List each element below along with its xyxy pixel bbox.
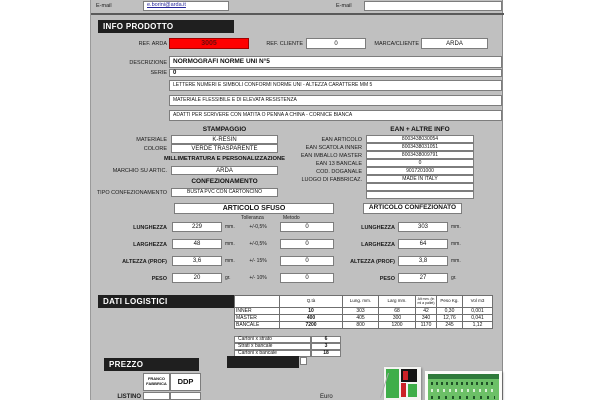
col-qta: Q.tà — [280, 296, 343, 308]
dati-logistici-header: DATI LOGISTICI — [98, 295, 234, 308]
ean-bancale-label: EAN 13 BANCALE — [315, 161, 362, 167]
ean-empty-field-1[interactable] — [366, 183, 474, 191]
stampaggio-title: STAMPAGGIO — [202, 126, 247, 133]
articolo-sfuso-title: ARTICOLO SFUSO — [174, 203, 334, 214]
sfuso-larghezza-tolleranza: +/-0,5% — [249, 241, 267, 247]
millimetratura-title: MILLIMETRATURA E PERSONALIZZAZIONE — [163, 156, 286, 162]
conf-larghezza-field[interactable]: 64 — [398, 239, 448, 249]
ean-title: EAN + ALTRE INFO — [390, 126, 450, 133]
ean-inner-field[interactable]: 8003438031051 — [366, 143, 474, 151]
serie-label: SERIE — [150, 70, 167, 76]
bancale-larg: 1200 — [379, 322, 416, 329]
ddp-cell[interactable]: DDP — [170, 373, 201, 391]
col-alt: Alt mm. (in ml a pallet) — [416, 296, 437, 308]
foto-header-cell[interactable] — [300, 357, 307, 365]
inner-lung: 303 — [343, 308, 379, 315]
master-lung: 405 — [343, 315, 379, 322]
ean-inner-label: EAN SCATOLA INNER — [305, 145, 362, 151]
conf-altezza-unit: mm. — [451, 258, 461, 264]
conf-larghezza-unit: mm. — [451, 241, 461, 247]
bancale-vol: 1,12 — [463, 322, 493, 329]
ref-cliente-label: REF. CLIENTE — [266, 41, 303, 47]
luogo-fabbricazione-label: LUOGO DI FABBRICAZ. — [301, 177, 362, 183]
inner-peso: 0,30 — [437, 308, 463, 315]
sfuso-altezza-unit: mm. — [225, 258, 235, 264]
note-row-1[interactable]: LETTERE NUMERI E SIMBOLI CONFORMI NORME UNI - ALTEZZA CARATTERE MM 5 — [169, 80, 502, 91]
email2-label: E-mail — [336, 3, 352, 9]
table-row-bancale — [235, 322, 493, 329]
note-row-2[interactable]: MATERIALE FLESSIBILE E DI ELEVATA RESISTENZA — [169, 95, 502, 106]
inner-larg: 68 — [379, 308, 416, 315]
bancale-qta: 7200 — [280, 322, 343, 329]
cartoni-strato-label: Cartoni x strato — [234, 336, 311, 343]
conf-lunghezza-unit: mm. — [451, 224, 461, 230]
col-vol: Vol m3 — [463, 296, 493, 308]
master-peso: 12,76 — [437, 315, 463, 322]
inner-qta: 10 — [280, 308, 343, 315]
sfuso-peso-label: PESO — [151, 276, 167, 282]
articolo-confezionato-title: ARTICOLO CONFEZIONATO — [363, 203, 462, 214]
inner-alt: 42 — [416, 308, 437, 315]
conf-peso-field[interactable]: 27 — [398, 273, 448, 283]
inner-name: INNER — [235, 308, 280, 315]
ean-master-field[interactable]: 8003438009791 — [366, 151, 474, 159]
packaging-green-strip — [408, 384, 417, 397]
cartoni-strato-value[interactable]: 6 — [311, 336, 341, 343]
conf-peso-unit: gr. — [451, 275, 457, 281]
ean-master-label: EAN IMBALLO MASTER — [300, 153, 362, 159]
stencil-body — [428, 374, 499, 400]
sfuso-altezza-metodo[interactable]: 0 — [280, 256, 334, 266]
marchio-label: MARCHIO SU ARTIC. — [112, 168, 167, 174]
conf-larghezza-label: LARGHEZZA — [361, 242, 395, 248]
col-larg: Larg mm. — [379, 296, 416, 308]
ean-bancale-field[interactable]: 0 — [366, 159, 474, 167]
master-larg: 300 — [379, 315, 416, 322]
stencil-character-row-1 — [431, 382, 495, 385]
sfuso-lunghezza-field[interactable]: 229 — [172, 222, 222, 232]
sfuso-larghezza-metodo[interactable]: 0 — [280, 239, 334, 249]
ean-articolo-label: EAN ARTICOLO — [321, 137, 362, 143]
ean-empty-field-2[interactable] — [366, 191, 474, 199]
strati-bancale-value[interactable]: 3 — [311, 343, 341, 350]
sfuso-altezza-tolleranza: +/- 15% — [249, 258, 267, 264]
inner-vol: 0,001 — [463, 308, 493, 315]
marchio-field[interactable]: ARDA — [171, 166, 278, 175]
serie-field[interactable]: 0 — [169, 69, 502, 77]
ref-arda-field[interactable]: 3005 — [169, 38, 249, 49]
conf-altezza-label: ALTEZZA (PROF) — [350, 259, 395, 265]
sfuso-lunghezza-metodo[interactable]: 0 — [280, 222, 334, 232]
stencil-top-edge — [428, 374, 499, 379]
ref-arda-label: REF. ARDA — [138, 41, 167, 47]
bancale-lung: 800 — [343, 322, 379, 329]
cartoni-bancale-label: Cartoni x bancale — [234, 350, 311, 357]
listino-field-1[interactable] — [143, 392, 170, 400]
marca-cliente-field[interactable]: ARDA — [421, 38, 488, 49]
sfuso-peso-field[interactable]: 20 — [172, 273, 222, 283]
sfuso-larghezza-unit: mm. — [225, 241, 235, 247]
cod-doganale-field[interactable]: 9017201000 — [366, 167, 474, 175]
master-name: MASTER — [235, 315, 280, 322]
colore-label: COLORE — [143, 146, 167, 152]
bancale-name: BANCALE — [235, 322, 280, 329]
col-empty — [235, 296, 280, 308]
logistics-grid[interactable] — [234, 295, 493, 329]
ref-cliente-field[interactable]: 0 — [306, 38, 366, 49]
col-lung: Lung. mm. — [343, 296, 379, 308]
email-value[interactable]: e.borini@arda.it — [147, 2, 186, 9]
logistics-table — [234, 295, 493, 329]
stencil-photo — [425, 371, 502, 400]
conf-lunghezza-field[interactable]: 303 — [398, 222, 448, 232]
sfuso-peso-unit: gr. — [225, 275, 231, 281]
confezionamento-title: CONFEZIONAMENTO — [191, 178, 258, 185]
cartoni-bancale-value[interactable]: 18 — [311, 350, 341, 357]
materiale-field[interactable]: K-RESIN — [171, 135, 278, 144]
stencil-character-row-2 — [431, 389, 495, 392]
col-peso: Peso Kg. — [437, 296, 463, 308]
section-divider — [91, 13, 504, 15]
product-sheet — [90, 0, 503, 400]
conf-altezza-field[interactable]: 3,8 — [398, 256, 448, 266]
sfuso-lunghezza-unit: mm. — [225, 224, 235, 230]
sfuso-peso-tolleranza: +/- 10% — [249, 275, 267, 281]
listino-field-2[interactable] — [170, 392, 201, 400]
cod-doganale-label: COD. DOGANALE — [316, 169, 362, 175]
luogo-fabbricazione-field[interactable]: MADE IN ITALY — [366, 175, 474, 183]
master-vol: 0,041 — [463, 315, 493, 322]
descrizione-label: DESCRIZIONE — [129, 60, 167, 66]
conf-peso-label: PESO — [379, 276, 395, 282]
euro-label: Euro — [320, 394, 333, 400]
sfuso-peso-metodo[interactable]: 0 — [280, 273, 334, 283]
strati-bancale-label: Strati x bancale — [234, 343, 311, 350]
listino-label: LISTINO — [117, 394, 141, 400]
email-label: E-mail — [96, 3, 112, 9]
descrizione-field[interactable]: NORMOGRAFI NORME UNI N°5 — [169, 56, 502, 68]
email2-input[interactable] — [364, 1, 502, 11]
conf-lunghezza-label: LUNGHEZZA — [361, 225, 395, 231]
table-row-inner — [235, 308, 493, 315]
metodo-column-label: Metodo — [283, 215, 300, 221]
note-row-3[interactable]: ADATTI PER SCRIVERE CON MATITA O PENNA A CHINA - CORNICE BIANCA — [169, 110, 502, 121]
foto-header-bar — [227, 356, 299, 368]
franco-fabbrica-cell[interactable]: FRANCO FABBRICA — [143, 373, 170, 391]
info-prodotto-header: INFO PRODOTTO — [98, 20, 234, 33]
master-qta: 400 — [280, 315, 343, 322]
email-input[interactable] — [143, 1, 229, 11]
materiale-label: MATERIALE — [136, 137, 167, 143]
packaging-red-badge — [403, 371, 408, 380]
packaging-photo — [384, 367, 421, 400]
ean-articolo-field[interactable]: 8003438030054 — [366, 135, 474, 143]
sfuso-altezza-label: ALTEZZA (PROF) — [122, 259, 167, 265]
prezzo-header: PREZZO — [104, 358, 199, 371]
tipo-confezionamento-label: TIPO CONFEZIONAMENTO — [96, 190, 167, 196]
bancale-alt: 1170 — [416, 322, 437, 329]
sfuso-larghezza-label: LARGHEZZA — [133, 242, 167, 248]
sfuso-larghezza-field[interactable]: 48 — [172, 239, 222, 249]
packaging-red-strip — [401, 383, 406, 397]
bancale-peso: 245 — [437, 322, 463, 329]
sfuso-altezza-field[interactable]: 3,6 — [172, 256, 222, 266]
sfuso-lunghezza-label: LUNGHEZZA — [133, 225, 167, 231]
sfuso-lunghezza-tolleranza: +/-0,5% — [249, 224, 267, 230]
tolleranza-column-label: Tolleranza — [241, 215, 264, 221]
colore-field[interactable]: VERDE TRASPARENTE — [171, 144, 278, 153]
master-alt: 340 — [416, 315, 437, 322]
packaging-black-box — [401, 369, 417, 382]
tipo-confezionamento-field[interactable]: BUSTA PVC CON CARTONCINO — [171, 188, 278, 197]
marca-cliente-label: MARCA/CLIENTE — [374, 41, 419, 47]
stencil-character-row-3 — [431, 396, 495, 399]
table-row-master — [235, 315, 493, 322]
